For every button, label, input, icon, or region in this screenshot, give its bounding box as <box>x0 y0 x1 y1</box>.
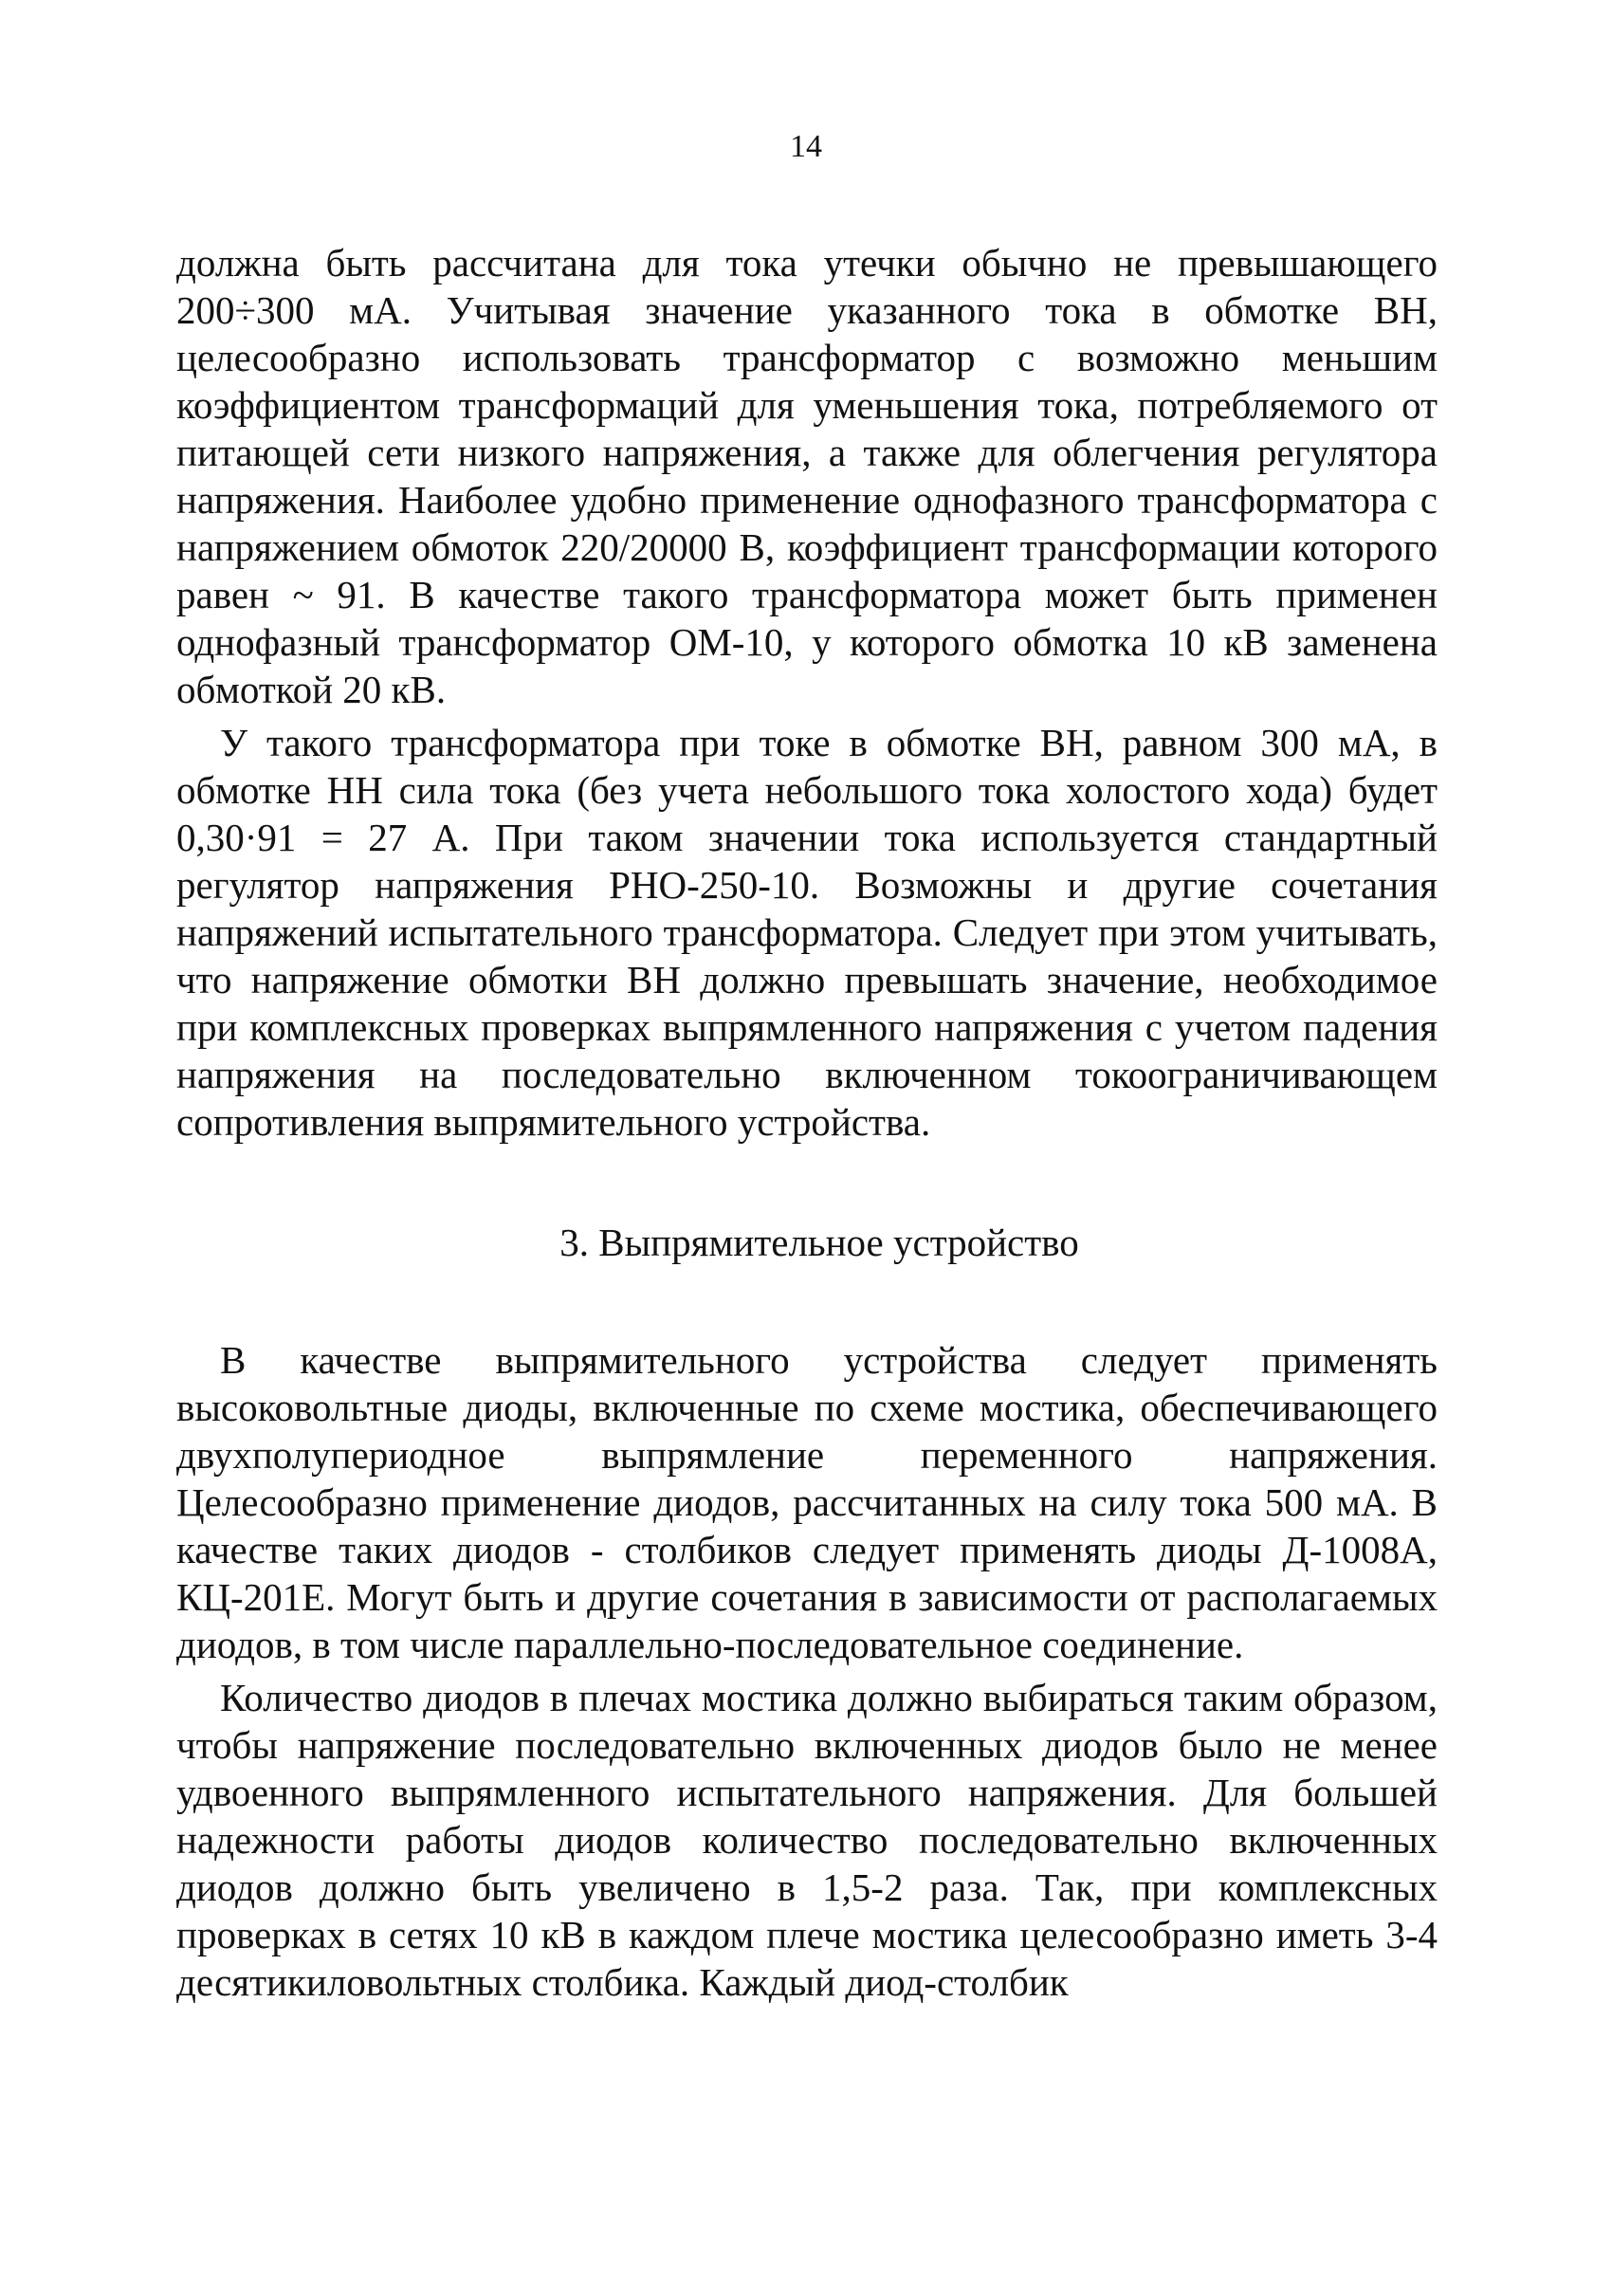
paragraph-transformer-current: У такого трансформатора при токе в обмотке ВН, равном 300 мА, в обмотке НН сила тока (без учета небольшого тока холостого хода) будет 0,30·91 = 27 А. При таком значении тока используется стандартный регулятор напряжения РНО-250-10. Возможны и другие сочетания напряжений испытательного трансформатора. Следует при этом учитывать, что напряжение обмотки ВН должно превышать значение, необходимое при комплексных проверках выпрямленного напряжения с учетом падения напряжения на последовательно включенном токоограничивающем сопротивления выпрямительного устройства. <box>176 721 1438 1144</box>
paragraph-continuation: должна быть рассчитана для тока утечки обычно не превышающего 200÷300 мА. Учитывая значение указанного тока в обмотке ВН, целесообразно использовать трансформатор с возможно меньшим коэффициентом трансформаций для уменьшения тока, потребляемого от питающей сети низкого напряжения, а также для облегчения регулятора напряжения. Наиболее удобно применение однофазного трансформатора с напряжением обмоток 220/20000 В, коэффициент трансформации которого равен ~ 91. В качестве такого трансформатора может быть применен однофазный трансформатор ОМ-10, у которого обмотка 10 кВ заменена обмоткой 20 кВ. <box>176 241 1438 711</box>
paragraph-rectifier-diodes: В качестве выпрямительного устройства следует применять высоковольтные диоды, включенные по схеме мостика, обеспечивающего двухполупериодное выпрямление переменного напряжения. Целесообразно применение диодов, рассчитанных на силу тока 500 мА. В качестве таких диодов - столбиков следует применять диоды Д-1008А, КЦ-201Е. Могут быть и другие сочетания в зависимости от располагаемых диодов, в том числе параллельно-последовательное соединение. <box>176 1338 1438 1666</box>
section-heading: 3. Выпрямительное устройство <box>559 1221 1079 1264</box>
page-number: 14 <box>790 129 822 164</box>
document-body <box>176 239 1438 2006</box>
paragraph-diode-count: Количество диодов в плечах мостика должно выбираться таким образом, чтобы напряжение последовательно включенных диодов было не менее удвоенного выпрямленного испытательного напряжения. Для большей надежности работы диодов количество последовательно включенных диодов должно быть увеличено в 1,5-2 раза. Так, при комплексных проверках в сетях 10 кВ в каждом плече мостика целесообразно иметь 3-4 десятикиловольтных столбика. Каждый диод-столбик <box>176 1676 1438 2004</box>
